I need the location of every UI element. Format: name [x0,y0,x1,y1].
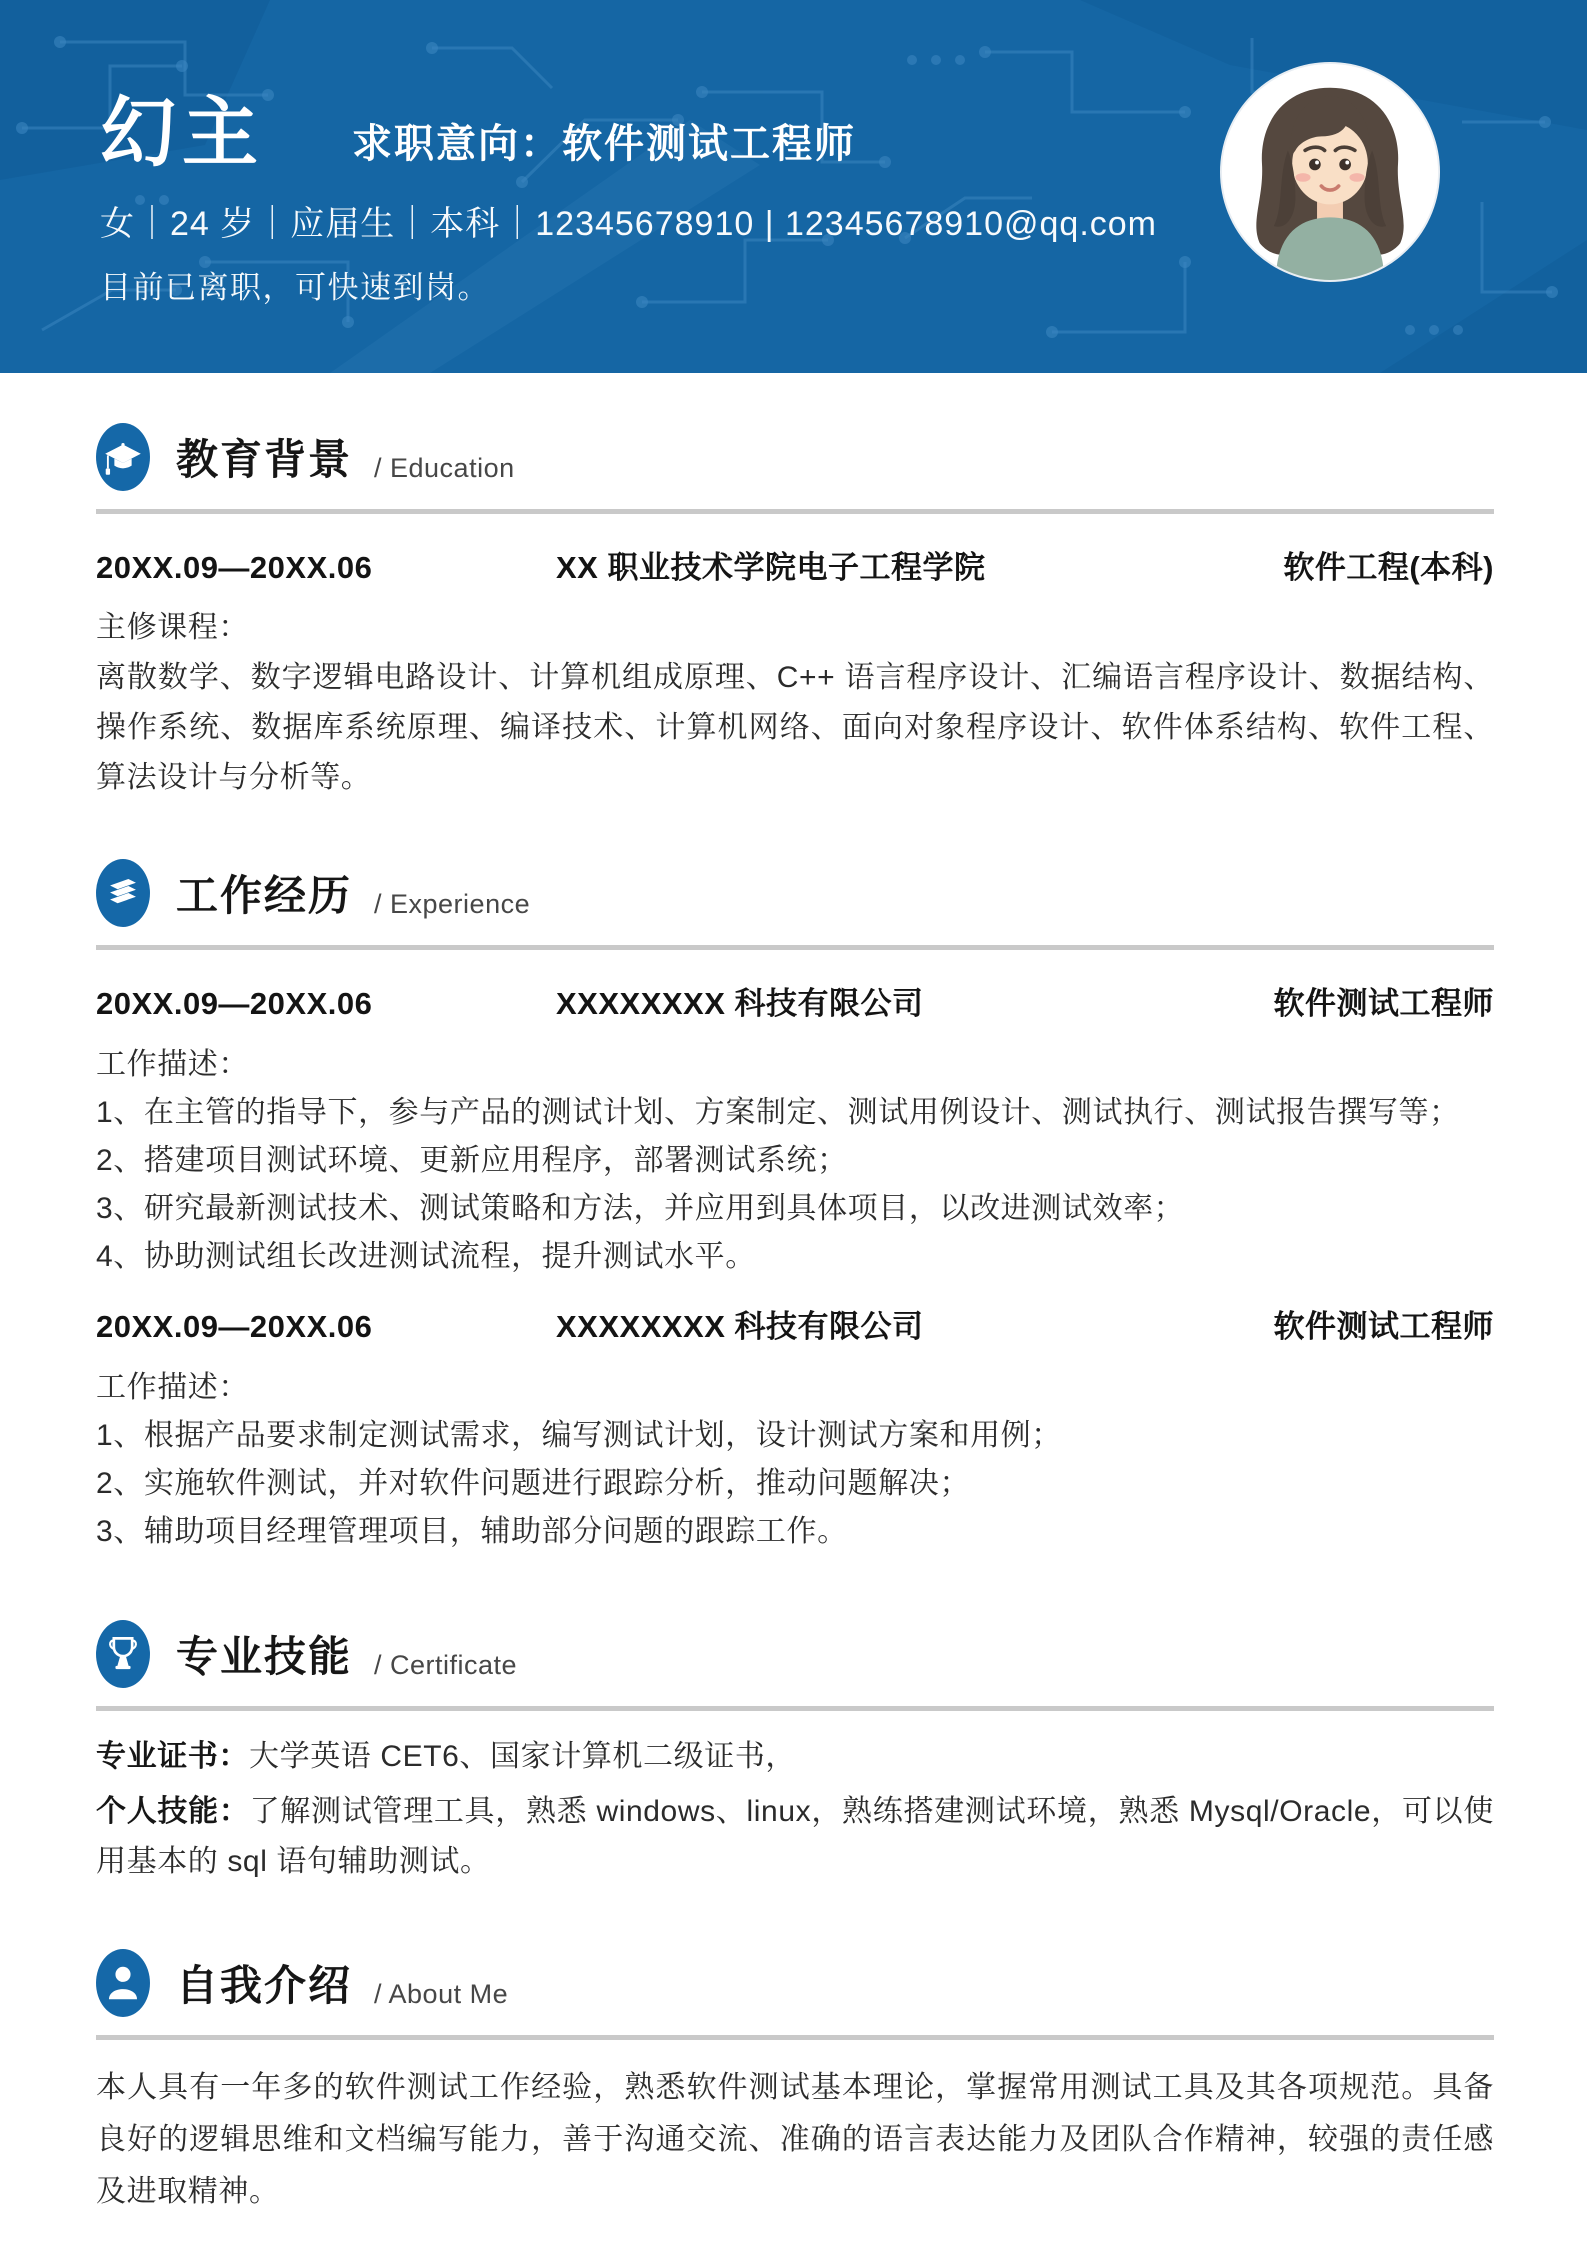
about-text: 本人具有一年多的软件测试工作经验，熟悉软件测试基本理论，掌握常用测试工具及其各项规范。具备良好的逻辑思维和文档编写能力，善于沟通交流、准确的语言表达能力及团队合作精神，较强的责任感及进取精神。 [96,2071,1494,2208]
job-desc-list [96,1412,1494,1556]
certificate-text: 大学英语 CET6、国家计算机二级证书， [249,1740,797,1773]
avatar-image [1222,64,1438,280]
education-section-subtitle: / Education [374,453,515,483]
skills-section-header [96,1620,1494,1688]
job-intention: 求职意向：软件测试工程师 [352,122,856,166]
education-school: XX 职业技术学院电子工程学院 [556,550,986,585]
job-desc-item: 1、在主管的指导下，参与产品的测试计划、方案制定、测试用例设计、测试执行、测试报告撰写等； [96,1096,1460,1129]
certificate-label: 专业证书： [96,1740,249,1773]
about-section-subtitle: / About Me [374,1979,509,2009]
availability-status: 目前已离职，可快速到岗。 [100,270,490,305]
resume-body [0,423,1587,2218]
education-section-title: 教育背景 [176,436,353,483]
job-desc-list [96,1089,1494,1281]
section-divider [96,2035,1494,2040]
person-icon [96,1949,150,2017]
certificate-line [96,1733,1494,1781]
section-experience [96,859,1494,1556]
section-education [96,423,1494,803]
job-position: 软件测试工程师 [1273,986,1494,1021]
trophy-icon [96,1620,150,1688]
education-major: 软件工程(本科) [1283,550,1494,585]
job-desc-item: 1、根据产品要求制定测试需求，编写测试计划，设计测试方案和用例； [96,1419,1062,1452]
personal-skill-text: 了解测试管理工具，熟悉 windows、linux，熟练搭建测试环境，熟悉 Mysql/Oracle，可以使用基本的 sql 语句辅助测试。 [96,1795,1494,1878]
education-entry-row [96,542,1494,587]
skills-section-title: 专业技能 [176,1633,353,1680]
job-desc-item: 3、辅助项目经理管理项目，辅助部分问题的跟踪工作。 [96,1515,848,1548]
job-desc-item: 2、实施软件测试，并对软件问题进行跟踪分析，推动问题解决； [96,1467,971,1500]
courses-label: 主修课程： [96,611,249,644]
education-period: 20XX.09—20XX.06 [96,550,373,585]
job-desc-item: 2、搭建项目测试环境、更新应用程序，部署测试系统； [96,1144,848,1177]
section-skills [96,1620,1494,1887]
graduation-cap-icon [96,423,150,491]
candidate-name: 幻主 [100,91,264,176]
about-section-header [96,1949,1494,2017]
personal-skill-label: 个人技能： [96,1795,250,1828]
job-desc-label: 工作描述： [96,1371,249,1404]
section-divider [96,945,1494,950]
personal-info-line: 女｜24 岁｜应届生｜本科｜12345678910 | 12345678910@qq.com [100,205,1158,243]
avatar [1220,62,1440,282]
job-period: 20XX.09—20XX.06 [96,1309,373,1344]
courses-text: 离散数学、数字逻辑电路设计、计算机组成原理、C++ 语言程序设计、汇编语言程序设计、数据结构、操作系统、数据库系统原理、编译技术、计算机网络、面向对象程序设计、软件体系结构、软件工程、算法设计与分析等。 [96,661,1494,794]
header-banner [0,0,1587,373]
experience-section-title: 工作经历 [176,872,353,919]
section-divider [96,1706,1494,1711]
job-row [96,978,1494,1023]
job-position: 软件测试工程师 [1273,1309,1494,1344]
section-divider [96,509,1494,514]
job-desc-item: 3、研究最新测试技术、测试策略和方法，并应用到具体项目，以改进测试效率； [96,1192,1185,1225]
job-company: XXXXXXXX 科技有限公司 [556,1309,924,1344]
experience-section-subtitle: / Experience [374,889,531,919]
about-section-title: 自我介绍 [176,1962,353,2009]
layers-icon [96,859,150,927]
education-section-header [96,423,1494,491]
job-company: XXXXXXXX 科技有限公司 [556,986,924,1021]
section-about [96,1949,1494,2218]
personal-skill-line [96,1787,1494,1887]
experience-section-header [96,859,1494,927]
job-desc-item: 4、协助测试组长改进测试流程，提升测试水平。 [96,1240,756,1273]
job-desc-label: 工作描述： [96,1048,249,1081]
job-row [96,1301,1494,1346]
skills-section-subtitle: / Certificate [374,1650,518,1680]
job-period: 20XX.09—20XX.06 [96,986,373,1021]
